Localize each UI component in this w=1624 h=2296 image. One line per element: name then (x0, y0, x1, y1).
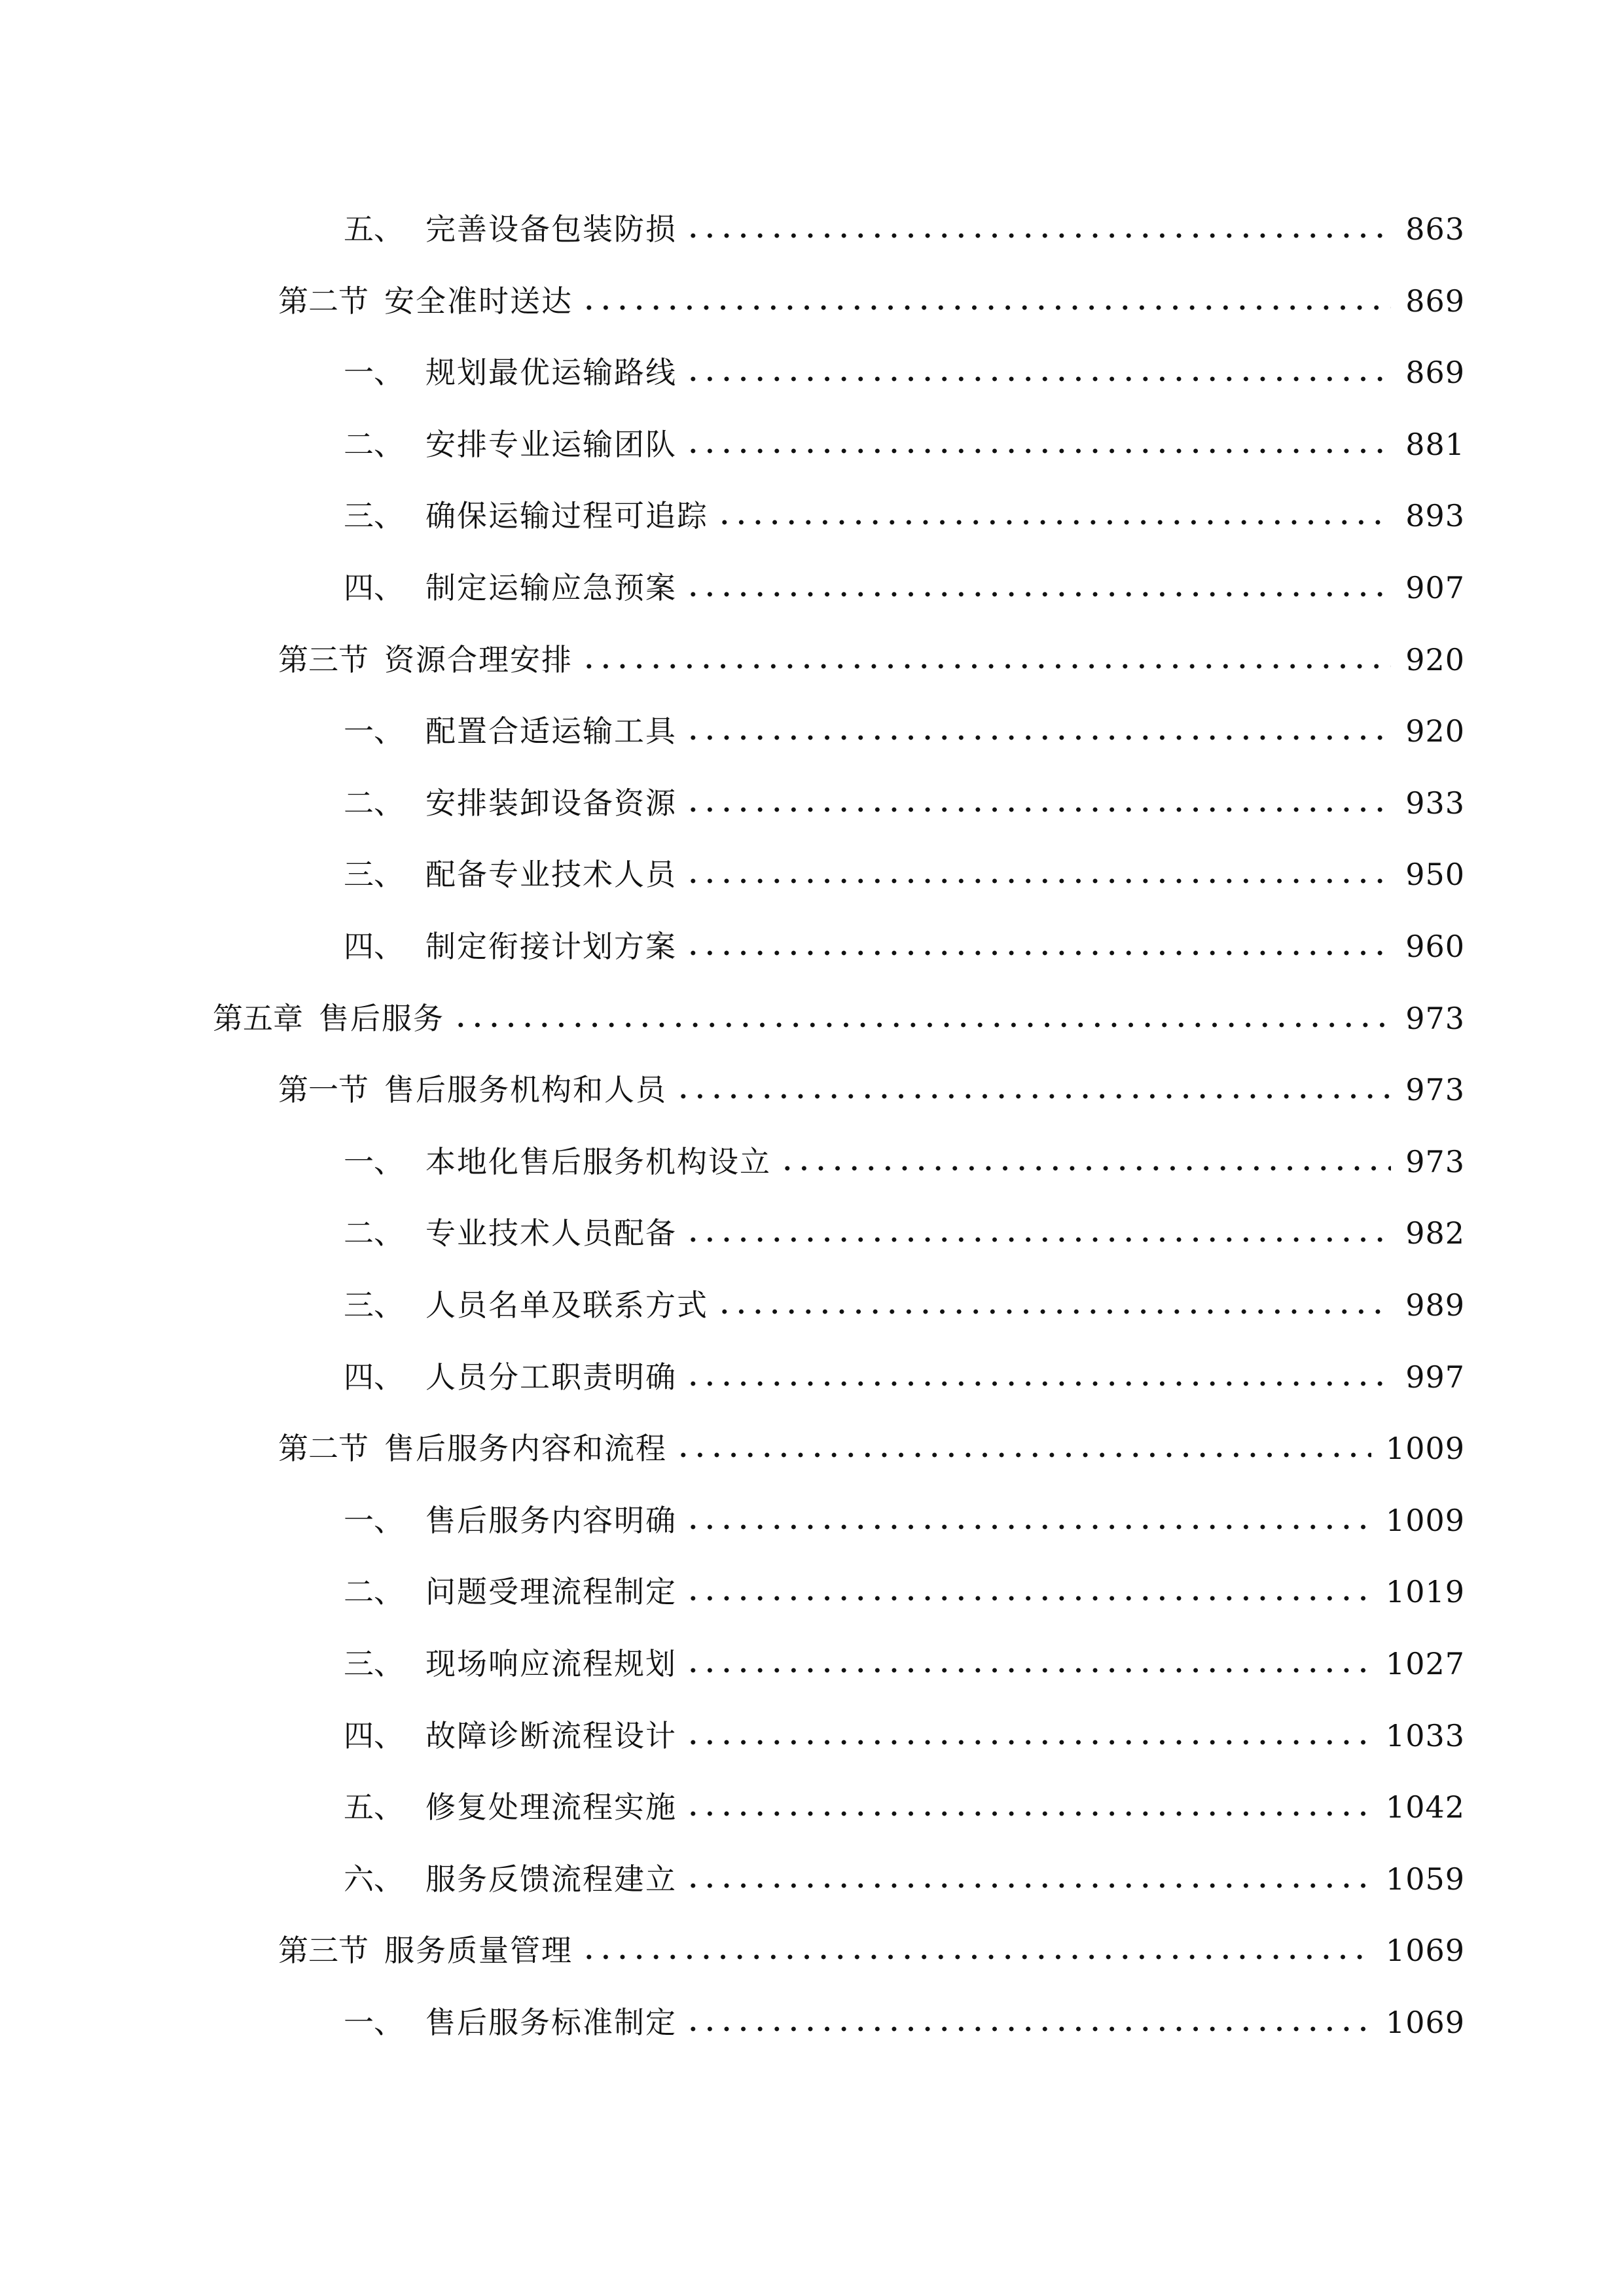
toc-entry-title: 确保运输过程可追踪 (425, 498, 708, 534)
toc-entry-number: 第五章 (213, 1000, 303, 1036)
dot-leader (685, 1739, 1371, 1746)
toc-entry-title: 人员名单及联系方式 (425, 1287, 708, 1323)
toc-entry-number: 四、 (344, 570, 404, 605)
dot-leader (716, 519, 1391, 526)
toc-entry-page: 933 (1405, 785, 1465, 821)
dot-leader (581, 1954, 1371, 1960)
toc-entry-number: 一、 (344, 1143, 404, 1179)
toc-entry-page: 907 (1405, 570, 1465, 605)
toc-entry-title: 安排装卸设备资源 (425, 785, 677, 821)
toc-entry-number: 第一节 (278, 1072, 369, 1108)
toc-entry[interactable] (344, 1483, 1465, 1538)
toc-entry-page: 863 (1405, 211, 1465, 247)
dot-leader (685, 1380, 1391, 1387)
dot-leader (685, 1667, 1371, 1674)
toc-entry-number: 一、 (344, 1502, 404, 1538)
toc-entry-title: 人员分工职责明确 (425, 1359, 677, 1395)
toc-entry[interactable] (344, 1985, 1465, 2040)
toc-entry-page: 997 (1405, 1359, 1465, 1395)
toc-entry[interactable] (278, 1913, 1465, 1969)
dot-leader (675, 1452, 1371, 1458)
toc-entry-page: 1042 (1385, 1789, 1465, 1825)
dot-leader (685, 1882, 1371, 1889)
toc-entry-title: 故障诊断流程设计 (425, 1717, 677, 1753)
toc-entry-title: 服务反馈流程建立 (425, 1861, 677, 1897)
dot-leader (675, 1093, 1391, 1100)
toc-entry-page: 920 (1405, 713, 1465, 749)
dot-leader (685, 2026, 1371, 2032)
dot-leader (452, 1022, 1391, 1028)
dot-leader (685, 591, 1391, 598)
toc-entry-number: 第三节 (278, 1933, 369, 1969)
toc-entry-title: 安排专业运输团队 (425, 426, 677, 462)
toc-entry-title: 规划最优运输路线 (425, 355, 677, 391)
toc-entry[interactable] (344, 1770, 1465, 1825)
toc-entry-number: 一、 (344, 2005, 404, 2040)
dot-leader (581, 663, 1391, 670)
toc-entry-number: 第三节 (278, 641, 369, 677)
dot-leader (685, 878, 1391, 884)
toc-entry-number: 二、 (344, 1574, 404, 1610)
toc-entry-page: 1069 (1385, 2005, 1465, 2040)
toc-entry-title: 售后服务标准制定 (425, 2005, 677, 2040)
toc-entry[interactable] (344, 1340, 1465, 1395)
toc-entry-number: 三、 (344, 1287, 404, 1323)
toc-entry-page: 893 (1405, 498, 1465, 534)
toc-entry-page: 1009 (1385, 1431, 1465, 1467)
toc-entry-title: 制定衔接计划方案 (425, 929, 677, 964)
toc-entry-title: 配置合适运输工具 (425, 713, 677, 749)
toc-entry[interactable] (278, 1411, 1465, 1467)
toc-entry-number: 二、 (344, 1215, 404, 1251)
dot-leader (716, 1308, 1391, 1315)
toc-entry[interactable] (278, 264, 1465, 319)
toc-entry-page: 1059 (1385, 1861, 1465, 1897)
toc-entry-page: 1009 (1385, 1502, 1465, 1538)
toc-entry-number: 五、 (344, 1789, 404, 1825)
dot-leader (685, 376, 1391, 382)
toc-chapter-entry[interactable] (213, 981, 1465, 1036)
toc-entry-number: 四、 (344, 1717, 404, 1753)
toc-entry[interactable] (344, 550, 1465, 603)
toc-entry-title: 安全准时送达 (384, 283, 573, 319)
toc-entry-number: 一、 (344, 713, 404, 749)
toc-entry-title: 售后服务内容明确 (425, 1502, 677, 1538)
toc-entry[interactable] (344, 192, 1465, 247)
toc-entry-page: 869 (1405, 283, 1465, 319)
toc-entry-page: 1033 (1385, 1717, 1465, 1753)
toc-entry-page: 920 (1405, 641, 1465, 677)
toc-entry-page: 1027 (1385, 1646, 1465, 1681)
toc-entry-page: 1069 (1385, 1933, 1465, 1969)
toc-entry-page: 881 (1405, 426, 1465, 462)
toc-entry-page: 1019 (1385, 1574, 1465, 1610)
dot-leader (685, 448, 1391, 454)
toc-entry-title: 制定运输应急预案 (425, 570, 677, 605)
toc-entry-number: 五、 (344, 211, 404, 247)
dot-leader (685, 1524, 1371, 1530)
toc-entry-number: 二、 (344, 785, 404, 821)
toc-entry[interactable] (344, 1698, 1465, 1751)
toc-entry-title: 服务质量管理 (384, 1933, 573, 1969)
toc-entry-title: 本地化售后服务机构设立 (425, 1143, 771, 1179)
toc-entry-number: 第二节 (278, 283, 369, 319)
dot-leader (685, 1236, 1391, 1243)
toc-entry[interactable] (344, 1124, 1465, 1177)
toc-entry[interactable] (344, 1842, 1465, 1897)
toc-entry-page: 869 (1405, 355, 1465, 391)
toc-entry-title: 售后服务机构和人员 (384, 1072, 667, 1108)
toc-entry-title: 现场响应流程规划 (425, 1646, 677, 1681)
toc-entry-number: 三、 (344, 857, 404, 893)
toc-entry-title: 问题受理流程制定 (425, 1574, 677, 1610)
toc-entry-number: 二、 (344, 426, 404, 462)
dot-leader (779, 1165, 1391, 1172)
toc-entry-number: 一、 (344, 355, 404, 391)
toc-entry[interactable] (344, 1554, 1465, 1610)
toc-entry-number: 三、 (344, 498, 404, 534)
toc-entry-title: 资源合理安排 (384, 641, 573, 677)
toc-entry-title: 配备专业技术人员 (425, 857, 677, 893)
toc-entry[interactable] (344, 407, 1465, 462)
toc-entry-number: 三、 (344, 1646, 404, 1681)
dot-leader (685, 232, 1391, 239)
toc-entry-page: 982 (1405, 1215, 1465, 1251)
toc-entry-number: 四、 (344, 929, 404, 964)
toc-entry[interactable] (344, 335, 1465, 391)
toc-entry-number: 六、 (344, 1861, 404, 1897)
toc-entry[interactable] (344, 478, 1465, 534)
dot-leader (685, 734, 1391, 741)
toc-entry[interactable] (344, 1626, 1465, 1679)
toc-entry[interactable] (344, 1196, 1465, 1251)
dot-leader (685, 1810, 1371, 1817)
toc-entry-title: 专业技术人员配备 (425, 1215, 677, 1251)
toc-entry[interactable] (344, 694, 1465, 749)
toc-entry-page: 989 (1405, 1287, 1465, 1323)
toc-entry-number: 四、 (344, 1359, 404, 1395)
toc-entry-page: 973 (1405, 1000, 1465, 1036)
toc-entry-title: 售后服务内容和流程 (384, 1431, 667, 1467)
toc-entry[interactable] (278, 622, 1465, 675)
dot-leader (685, 806, 1391, 813)
toc-entry[interactable] (278, 1052, 1465, 1108)
toc-entry-page: 960 (1405, 929, 1465, 964)
dot-leader (685, 1595, 1371, 1602)
toc-entry[interactable] (344, 909, 1465, 964)
toc-entry[interactable] (344, 837, 1465, 893)
toc-entry-title: 修复处理流程实施 (425, 1789, 677, 1825)
dot-leader (685, 950, 1391, 956)
toc-entry-title: 完善设备包装防损 (425, 211, 677, 247)
toc-entry-title: 售后服务 (319, 1000, 444, 1036)
toc-entry-page: 973 (1405, 1072, 1465, 1108)
dot-leader (581, 304, 1391, 311)
toc-entry-number: 第二节 (278, 1431, 369, 1467)
toc-entry[interactable] (344, 1268, 1465, 1323)
toc-entry[interactable] (344, 766, 1465, 821)
toc-entry-page: 973 (1405, 1143, 1465, 1179)
toc-entry-page: 950 (1405, 857, 1465, 893)
